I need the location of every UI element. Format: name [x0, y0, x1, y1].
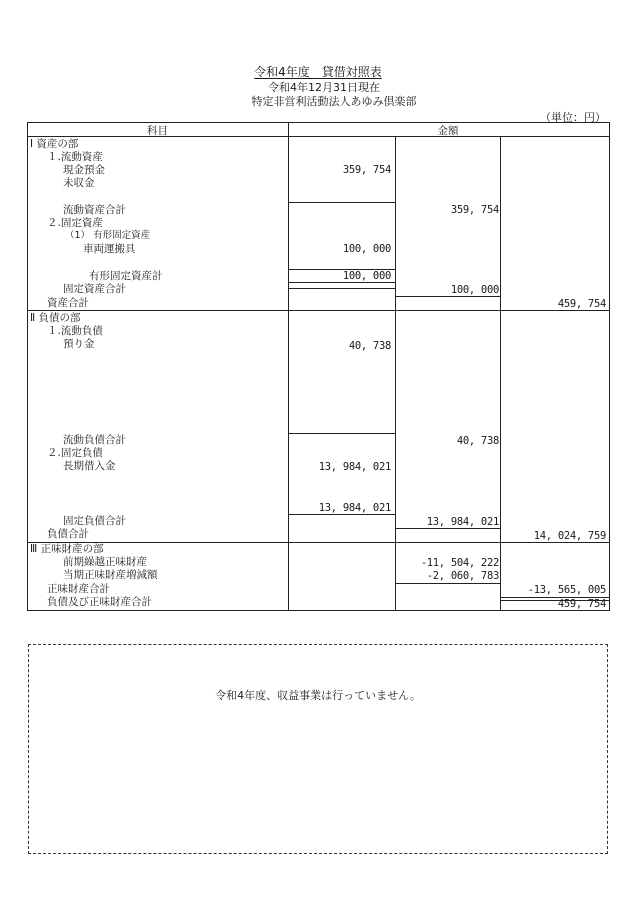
- label-prior-net-assets: 前期繰越正味財産: [63, 556, 147, 568]
- value-long-term-loans: 13, 984, 021: [318, 461, 391, 473]
- label-assets-total: 資産合計: [47, 297, 89, 309]
- section-assets: Ⅰ 資産の部: [30, 138, 79, 150]
- value-assets-total: 459, 754: [557, 298, 606, 310]
- column-header-amount: 金額: [437, 125, 459, 137]
- column-header-item: 科目: [147, 125, 168, 137]
- value-fixed-liabilities-total: 13, 984, 021: [426, 516, 499, 528]
- organization-name: 特定非営利活動法人あゆみ倶楽部: [251, 95, 417, 108]
- label-receivables: 未収金: [63, 177, 95, 189]
- label-vehicles: 車両運搬具: [83, 243, 136, 255]
- value-deposits-received: 40, 738: [348, 340, 391, 352]
- table-grid: [27, 122, 610, 612]
- value-vehicles: 100, 000: [342, 243, 391, 255]
- label-fixed-liabilities-total: 固定負債合計: [63, 515, 126, 527]
- label-liabilities-total: 負債合計: [47, 528, 89, 540]
- value-net-assets-total: -13, 565, 005: [527, 584, 606, 596]
- label-current-assets-total: 流動資産合計: [63, 204, 126, 216]
- note-box: [28, 644, 608, 854]
- label-current-assets: １.流動資産: [47, 151, 103, 163]
- label-grand-total: 負債及び正味財産合計: [47, 596, 152, 608]
- label-current-liabilities-total: 流動負債合計: [63, 434, 126, 446]
- label-fixed-assets-total: 固定資産合計: [63, 283, 126, 295]
- value-fixed-assets-total: 100, 000: [450, 284, 499, 296]
- label-fixed-liabilities: ２.固定負債: [47, 447, 103, 459]
- section-net-assets: Ⅲ 正味財産の部: [30, 543, 104, 555]
- label-cash-deposits: 現金預金: [63, 164, 105, 176]
- as-of-date: 令和4年12月31日現在: [268, 81, 380, 94]
- label-long-term-loans: 長期借入金: [63, 460, 116, 472]
- value-liabilities-total: 14, 024, 759: [533, 530, 606, 542]
- section-liabilities: Ⅱ 負債の部: [30, 312, 81, 324]
- label-current-liabilities: １.流動負債: [47, 325, 103, 337]
- value-current-assets-total: 359, 754: [450, 204, 499, 216]
- value-grand-total: 459, 754: [557, 598, 606, 610]
- value-long-term-loans-subtotal: 13, 984, 021: [318, 502, 391, 514]
- note-text: 令和4年度、収益事業は行っていません。: [215, 689, 421, 702]
- label-deposits-received: 預り金: [63, 338, 95, 350]
- unit-label: （単位：円）: [540, 111, 606, 124]
- label-tangible-total: 有形固定資産計: [89, 270, 163, 282]
- document-title: 令和4年度 貸借対照表: [254, 65, 382, 79]
- value-current-liabilities-total: 40, 738: [456, 435, 499, 447]
- label-current-net-change: 当期正味財産増減額: [63, 569, 158, 581]
- balance-sheet-table: [27, 122, 610, 612]
- label-net-assets-total: 正味財産合計: [47, 583, 110, 595]
- value-tangible-total: 100, 000: [342, 270, 391, 282]
- label-tangible-fixed-assets: （1） 有形固定資産: [65, 230, 151, 241]
- value-prior-net-assets: -11, 504, 222: [420, 557, 499, 569]
- value-current-net-change: -2, 060, 783: [426, 570, 499, 582]
- label-fixed-assets: ２.固定資産: [47, 217, 103, 229]
- value-cash-deposits: 359, 754: [342, 164, 391, 176]
